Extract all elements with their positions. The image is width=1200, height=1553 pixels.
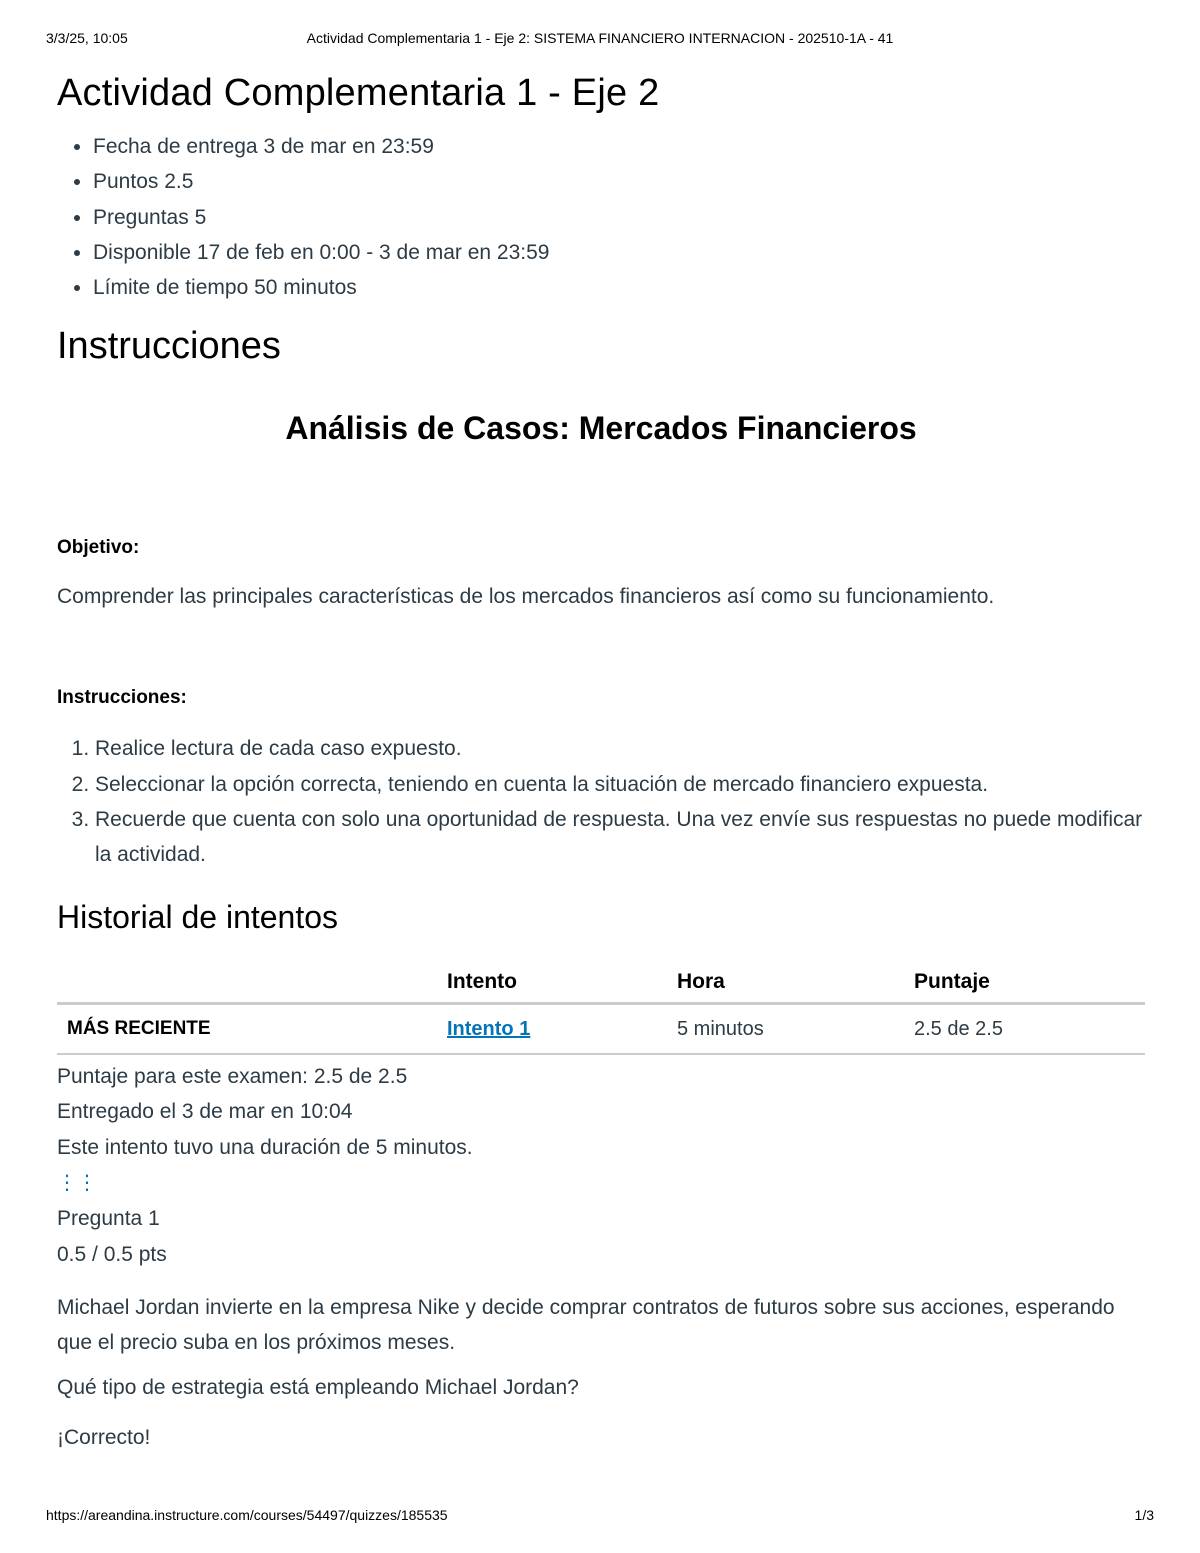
objective-label: Objetivo:	[57, 537, 140, 559]
quiz-detail-due-date: • Fecha de entrega 3 de mar en 23:59	[93, 129, 1145, 164]
quiz-detail-availability: • Disponible 17 de feb en 0:00 - 3 de mar en 23:59	[93, 235, 1145, 270]
column-header-score: Puntaje	[904, 958, 1145, 1004]
score-cell: 2.5 de 2.5	[904, 1003, 1145, 1054]
print-document-title: Actividad Complementaria 1 - Eje 2: SISTEMA FINANCIERO INTERNACION - 202510-1A - 41	[306, 30, 894, 46]
instructions-label: Instrucciones:	[57, 687, 187, 709]
print-header	[46, 30, 1154, 50]
table-row	[57, 1003, 1145, 1054]
most-recent-label: MÁS RECIENTE	[57, 1003, 437, 1054]
drag-handle-icon[interactable]: ⋮⋮	[57, 1172, 97, 1195]
attempt-link[interactable]: Intento 1	[447, 1017, 531, 1040]
submitted-at: Entregado el 3 de mar en 10:04	[57, 1100, 353, 1124]
quiz-title: Actividad Complementaria 1 - Eje 2	[57, 72, 660, 114]
instructions-steps	[57, 731, 1145, 872]
attempt-summary	[57, 1059, 1145, 1166]
time-cell: 5 minutos	[667, 1003, 904, 1054]
instructions-heading: Instrucciones	[57, 325, 281, 368]
print-footer	[46, 1507, 1154, 1527]
question-header	[57, 1201, 1145, 1272]
attempt-cell	[437, 1003, 667, 1054]
page-number: 1/3	[1134, 1507, 1154, 1523]
objective-text: Comprender las principales características de los mercados financieros así como su funcionamiento.	[57, 585, 995, 609]
case-title: Análisis de Casos: Mercados Financieros	[285, 410, 917, 447]
quiz-details-list	[57, 129, 1145, 305]
quiz-detail-questions: • Preguntas 5	[93, 200, 1145, 235]
answer-result: ¡Correcto!	[57, 1426, 151, 1450]
column-header-attempt: Intento	[437, 958, 667, 1004]
attempt-duration: Este intento tuvo una duración de 5 minutos.	[57, 1135, 473, 1159]
attempt-history-heading: Historial de intentos	[57, 898, 339, 935]
print-url: https://areandina.instructure.com/courses/54497/quizzes/185535	[46, 1507, 448, 1523]
column-header-blank	[57, 958, 437, 1004]
print-date: 3/3/25, 10:05	[46, 30, 128, 46]
attempt-history-table	[57, 958, 1145, 1055]
question-label: Pregunta 1	[57, 1207, 160, 1231]
table-header-row	[57, 958, 1145, 1004]
question-prompt: Qué tipo de estrategia está empleando Michael Jordan?	[57, 1376, 579, 1400]
quiz-detail-time-limit: • Límite de tiempo 50 minutos	[93, 270, 1145, 305]
exam-score: Puntaje para este examen: 2.5 de 2.5	[57, 1064, 408, 1088]
instruction-step: 2. Seleccionar la opción correcta, teniendo en cuenta la situación de mercado financiero expuesta.	[95, 767, 1145, 802]
question-points: 0.5 / 0.5 pts	[57, 1242, 167, 1266]
main-content	[57, 72, 1145, 1450]
instruction-step: 1. Realice lectura de cada caso expuesto.	[95, 731, 1145, 766]
instruction-step: 3. Recuerde que cuenta con solo una oportunidad de respuesta. Una vez envíe sus respuestas no puede modificar la actividad.	[95, 802, 1145, 873]
column-header-time: Hora	[667, 958, 904, 1004]
question-text: Michael Jordan invierte en la empresa Nike y decide comprar contratos de futuros sobre sus acciones, esperando que el precio suba en los próximos meses.	[57, 1296, 1115, 1355]
quiz-detail-points: • Puntos 2.5	[93, 164, 1145, 199]
